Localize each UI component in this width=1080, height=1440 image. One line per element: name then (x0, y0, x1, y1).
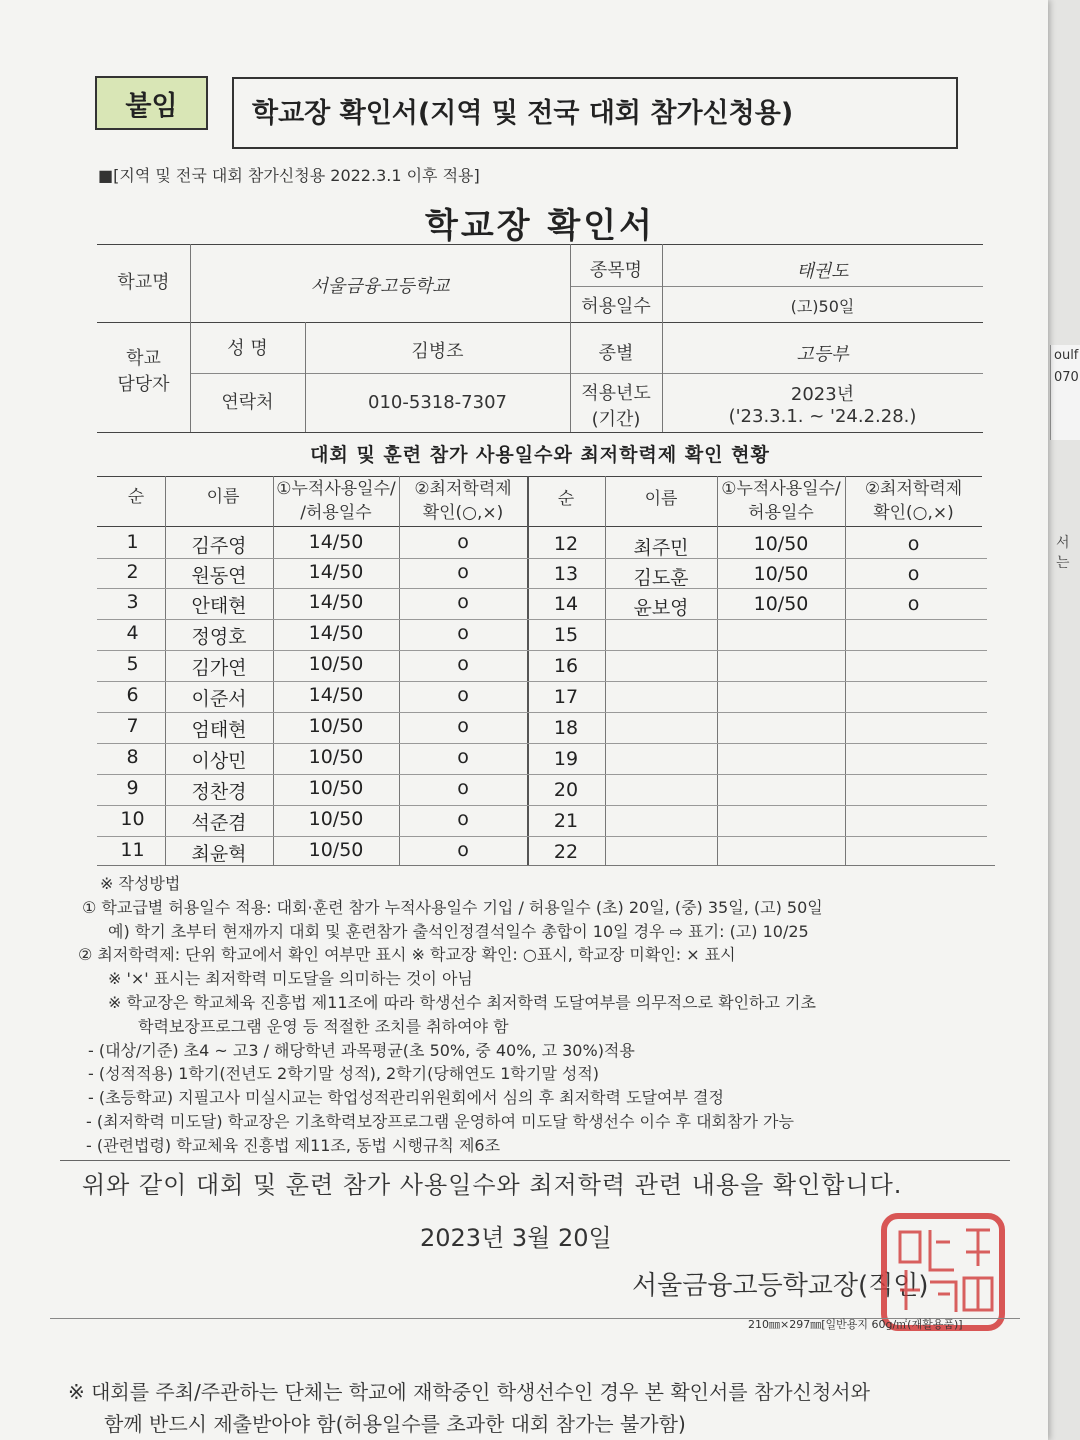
table-cell-no: 15 (553, 624, 579, 646)
header-name-right: 이름 (644, 489, 678, 509)
table-cell-check: o (907, 593, 920, 615)
side-text-3: 서는 (1056, 535, 1070, 571)
header-name-left: 이름 (206, 487, 240, 507)
header-usage-right-2: 허용일수 (748, 503, 814, 523)
table-row-divider (97, 650, 987, 651)
table-cell-name: 정영호 (191, 626, 247, 648)
manager-label: 학교 담당자 (117, 348, 170, 395)
table-cell-no: 7 (126, 715, 139, 737)
header-check-right-2: 확인(○,×) (873, 503, 954, 523)
table-cell-check: o (457, 808, 469, 830)
table-cell-no: 3 (126, 591, 139, 613)
table-row-divider (97, 836, 987, 837)
sport-label: 종목명 (589, 260, 643, 281)
table-cell-no: 5 (126, 653, 139, 675)
note-line: 학력보장프로그램 운영 등 적절한 조치를 취하여야 함 (138, 1016, 509, 1036)
category-value: 고등부 (796, 344, 849, 365)
table-cell-no: 9 (126, 777, 139, 799)
footer-line: 함께 반드시 제출받아야 함(허용일수를 초과한 대회 참가는 불가함) (104, 1412, 686, 1436)
table-cell-no: 16 (553, 655, 579, 677)
header-check-left-2: 확인(○,×) (422, 503, 504, 523)
instructions (78, 872, 1008, 1158)
table-cell-check: o (457, 591, 469, 613)
contact-value: 010-5318-7307 (368, 392, 507, 413)
table-cell-name: 이상민 (191, 750, 247, 772)
contact-label: 연락처 (221, 392, 274, 413)
table-cell-usage: 14/50 (308, 561, 364, 583)
school-label: 학교명 (117, 272, 170, 293)
note-line: ※ 학교장은 학교체육 진흥법 제11조에 따라 학생선수 최저학력 도달여부를 의무적으로 확인하고 기초 (108, 992, 816, 1012)
name-label: 성 명 (227, 338, 268, 359)
official-seal (880, 1212, 1006, 1332)
table-cell-no: 1 (126, 531, 139, 553)
table-cell-usage: 10/50 (308, 746, 364, 768)
table-cell-usage: 10/50 (753, 533, 809, 555)
header-usage-right-1: ①누적사용일수/ (721, 479, 841, 499)
header-check-right-1: ②최저학력제 (864, 479, 963, 499)
table-cell-name: 안태현 (191, 595, 247, 617)
table-row-divider (97, 588, 987, 589)
table-cell-usage: 14/50 (308, 591, 364, 613)
attachment-tag: 붙임 (95, 76, 208, 130)
note-line: - (최저학력 미도달) 학교장은 기초학력보장프로그램 운영하여 미도달 학생선수 이수 후 대회참가 가능 (86, 1111, 794, 1131)
table-cell-no: 2 (126, 561, 139, 583)
table-row-divider (97, 681, 987, 682)
footer-line: ※ 대회를 주최/주관하는 단체는 학교에 재학중인 학생선수인 경우 본 확인서를 참가신청서와 (68, 1380, 870, 1404)
section-title: 대회 및 훈련 참가 사용일수와 최저학력제 확인 현황 (310, 444, 770, 466)
note-line: ① 학교급별 허용일수 적용: 대회·훈련 참가 누적사용일수 기입 / 허용일수 (초) 20일, (중) 35일, (고) 50일 (82, 897, 823, 917)
period-label: (기간) (591, 409, 641, 430)
days-label: 허용일수 (581, 296, 651, 317)
note-line: ※ '×' 표시는 최저학력 미도달을 의미하는 것이 아님 (108, 969, 473, 989)
table-row-divider (97, 712, 987, 713)
document-heading: 학교장 확인서(지역 및 전국 대회 참가신청용) (232, 77, 958, 149)
table-row-divider (97, 558, 987, 559)
table-cell-name: 김주영 (191, 535, 247, 557)
table-cell-no: 14 (553, 593, 579, 615)
name-value: 김병조 (411, 341, 464, 362)
table-cell-no: 17 (553, 686, 579, 708)
table-cell-no: 18 (553, 717, 579, 739)
table-cell-no: 20 (553, 779, 579, 801)
table-row-divider (97, 805, 987, 806)
table-cell-no: 13 (553, 563, 579, 585)
table-cell-check: o (457, 653, 469, 675)
days-value: (고)50일 (790, 297, 855, 316)
page-title: 학교장 확인서 (425, 206, 655, 246)
table-cell-usage: 10/50 (308, 808, 364, 830)
paper-spec: 210㎜×297㎜[일반용지 60g/㎡(재활용품)] (748, 1318, 963, 1331)
side-text-2: 070 (1054, 370, 1079, 385)
table-cell-usage: 10/50 (308, 777, 364, 799)
table-cell-usage: 10/50 (753, 593, 809, 615)
footer-note (68, 1376, 870, 1440)
table-row-divider (97, 619, 987, 620)
table-cell-no: 21 (553, 810, 579, 832)
table-cell-check: o (457, 715, 469, 737)
table-cell-name: 윤보영 (633, 597, 689, 619)
category-label: 종별 (598, 343, 634, 364)
table-cell-name: 엄태현 (191, 719, 247, 741)
note-line: - (초등학교) 지필고사 미실시교는 학업성적관리위원회에서 심의 후 최저학력 도달여부 결정 (88, 1088, 724, 1108)
year-value: 2023년 (790, 384, 855, 405)
table-cell-check: o (457, 622, 469, 644)
table-cell-name: 석준겸 (191, 812, 247, 834)
table-cell-check: o (907, 563, 920, 585)
period-value: ('23.3.1. ~ '24.2.28.) (728, 406, 917, 427)
table-row-divider (97, 774, 987, 775)
note-line: - (관련법령) 학교체육 진흥법 제11조, 동법 시행규칙 제6조 (86, 1135, 501, 1155)
table-cell-usage: 10/50 (308, 715, 364, 737)
table-cell-usage: 14/50 (308, 622, 364, 644)
adjacent-paper (1050, 345, 1080, 440)
table-cell-name: 김도훈 (633, 567, 689, 589)
table-cell-no: 6 (126, 684, 139, 706)
header-usage-left-2: /허용일수 (300, 503, 372, 523)
table-cell-check: o (457, 746, 469, 768)
header-usage-left-1: ①누적사용일수/ (276, 479, 396, 499)
table-cell-usage: 10/50 (308, 839, 364, 861)
note-line: ② 최저학력제: 단위 학교에서 확인 여부만 표시 ※ 학교장 확인: ○표시, 학교장 미확인: × 표시 (78, 945, 736, 965)
table-cell-no: 22 (553, 841, 579, 863)
table-cell-name: 최주민 (633, 537, 689, 559)
note-line: - (성적적용) 1학기(전년도 2학기말 성적), 2학기(당해연도 1학기말 성적) (88, 1064, 600, 1084)
table-cell-check: o (457, 684, 469, 706)
table-cell-no: 8 (126, 746, 139, 768)
confirmation-statement: 위와 같이 대회 및 훈련 참가 사용일수와 최저학력 관련 내용을 확인합니다. (82, 1171, 903, 1199)
table-cell-check: o (457, 777, 469, 799)
table-cell-check: o (457, 561, 469, 583)
table-cell-usage: 14/50 (308, 684, 364, 706)
issue-date: 2023년 3월 20일 (420, 1224, 612, 1252)
table-cell-name: 최윤혁 (191, 843, 247, 865)
table-cell-usage: 10/50 (308, 653, 364, 675)
table-cell-name: 김가연 (191, 657, 247, 679)
table-cell-check: o (457, 839, 469, 861)
applied-note: ■[지역 및 전국 대회 참가신청용 2022.3.1 이후 적용] (98, 166, 480, 185)
year-label: 적용년도 (581, 383, 651, 404)
header-no-left: 순 (127, 487, 145, 507)
note-line: 예) 학기 초부터 현재까지 대회 및 훈련참가 출석인정결석일수 총합이 10일 경우 ⇨ 표기: (고) 10/25 (108, 921, 809, 941)
side-text-1: oulf (1054, 348, 1079, 363)
table-cell-usage: 10/50 (753, 563, 809, 585)
header-no-right: 순 (557, 489, 575, 509)
note-line: ※ 작성방법 (100, 874, 181, 893)
school-value: 서울금융고등학교 (310, 276, 450, 297)
table-cell-name: 이준서 (191, 688, 247, 710)
table-cell-usage: 14/50 (308, 531, 364, 553)
note-line: - (대상/기준) 초4 ~ 고3 / 해당학년 과목평균(초 50%, 중 40%, 고 30%)적용 (88, 1040, 635, 1060)
table-cell-no: 10 (120, 808, 145, 830)
table-cell-no: 19 (553, 748, 579, 770)
table-cell-no: 12 (553, 533, 579, 555)
table-cell-no: 4 (126, 622, 139, 644)
table-cell-check: o (457, 531, 469, 553)
signer: 서울금융고등학교장(직인) (632, 1271, 929, 1301)
header-check-left-1: ②최저학력제 (414, 479, 512, 499)
sport-value: 태권도 (796, 261, 849, 282)
table-cell-name: 정찬경 (191, 781, 247, 803)
table-row-divider (97, 743, 987, 744)
table-cell-no: 11 (120, 839, 145, 861)
table-cell-check: o (907, 533, 920, 555)
table-cell-name: 원동연 (191, 565, 247, 587)
